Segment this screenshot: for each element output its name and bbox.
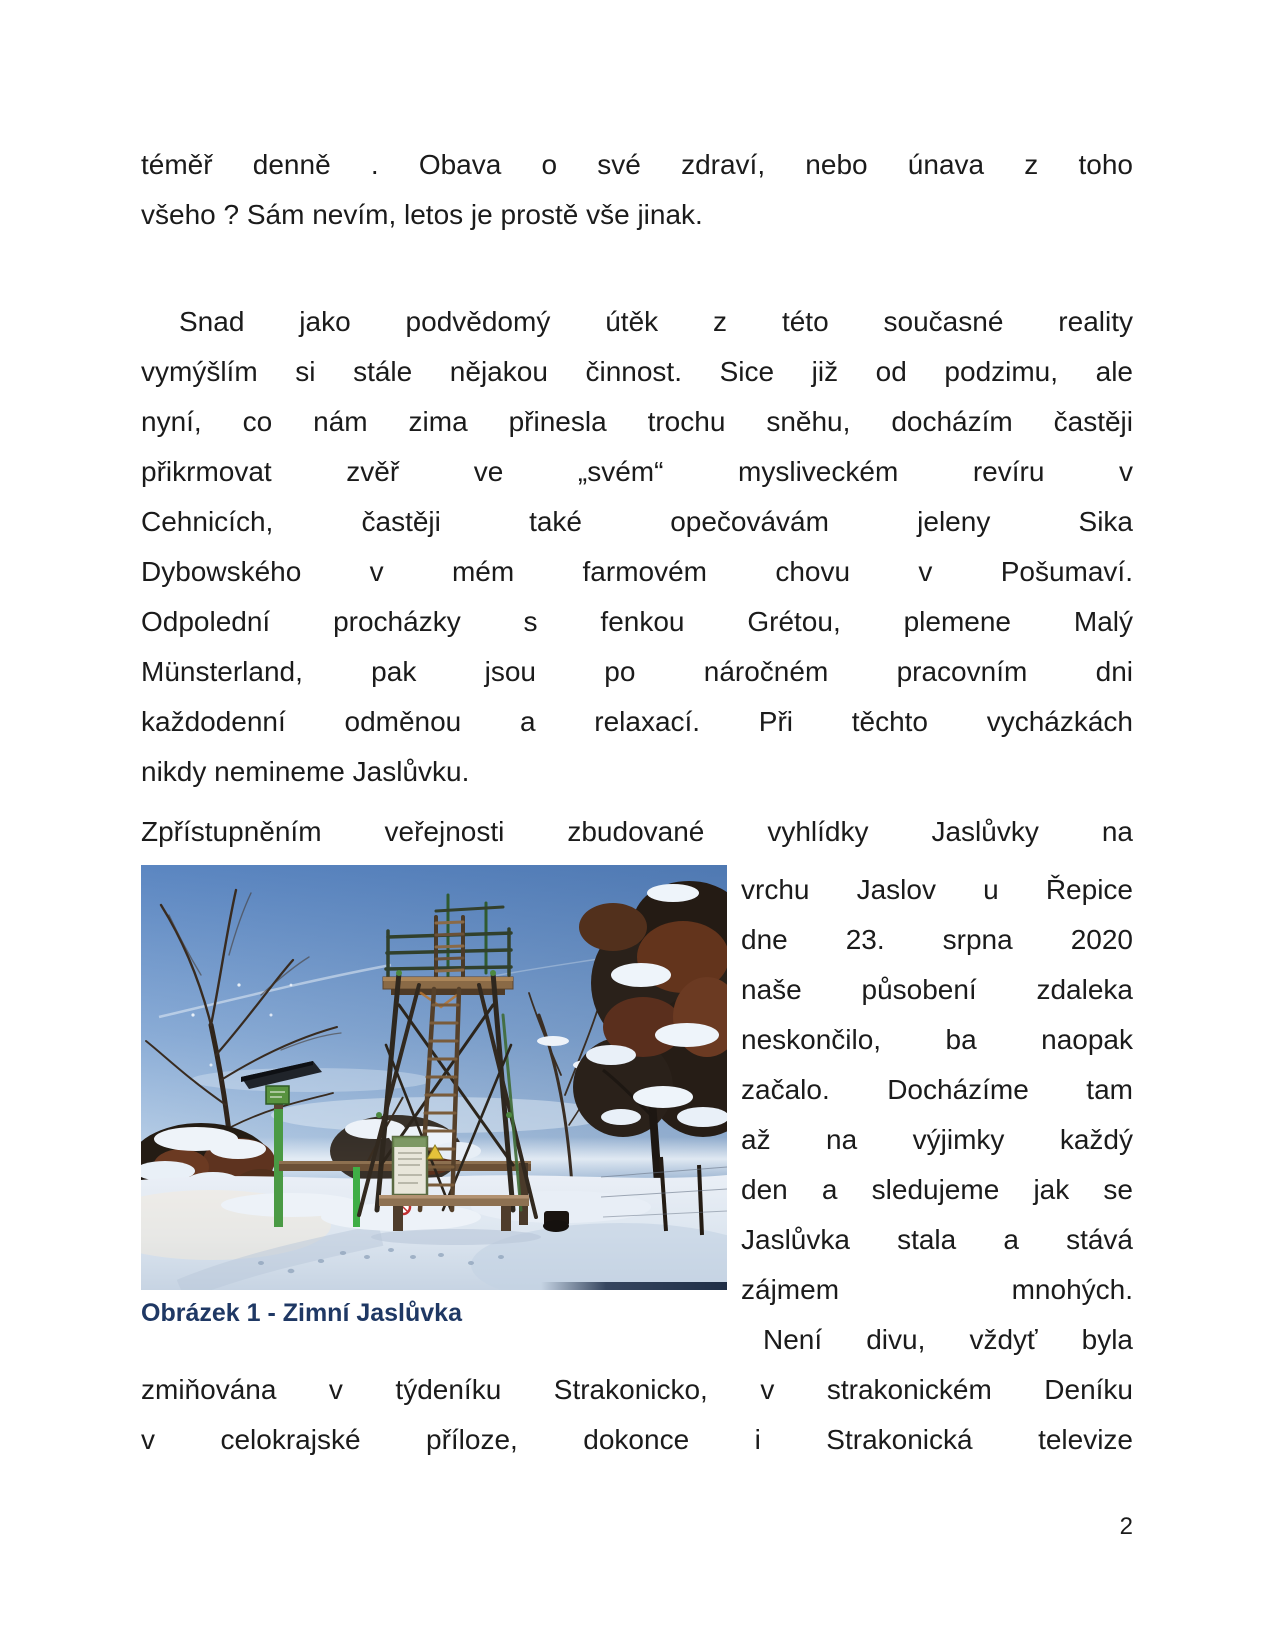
paragraph-1 <box>141 140 1133 240</box>
text-line: vrchu Jaslov u Řepice <box>741 874 1133 905</box>
text-line: neskončilo, ba naopak <box>741 1024 1133 1055</box>
text-line: v celokrajské příloze, dokonce i Strakonická televize <box>141 1424 1133 1455</box>
photo-zimni-jasluvka <box>141 865 727 1290</box>
text-line: Zpřístupněním veřejnosti zbudované vyhlídky Jaslůvky na <box>141 816 1133 847</box>
figure-winter-jasluvka <box>141 865 727 1330</box>
paragraph-2 <box>141 297 1133 797</box>
photo-bucket <box>543 1211 569 1232</box>
photo-corner-shadow <box>541 1282 727 1290</box>
wrapped-text-column <box>727 865 1133 1365</box>
text-line: každodenní odměnou a relaxací. Při těchto vycházkách <box>141 706 1133 737</box>
text-line: přikrmovat zvěř ve „svém“ mysliveckém revíru v <box>141 456 1133 487</box>
text-line: Cehnicích, častěji také opečovávám jeleny Sika <box>141 506 1133 537</box>
text-line: Snad jako podvědomý útěk z této současné reality <box>179 306 1133 337</box>
text-line: zájmem mnohých. <box>741 1274 1133 1305</box>
paragraph-3-lead <box>141 807 1133 857</box>
text-line: Odpolední procházky s fenkou Grétou, plemene Malý <box>141 606 1133 637</box>
paragraph-4-tail <box>141 1365 1133 1465</box>
text-line: vymýšlím si stále nějakou činnost. Sice již od podzimu, ale <box>141 356 1133 387</box>
text-line: nikdy nemineme Jaslůvku. <box>141 756 470 787</box>
text-line: Není divu, vždyť byla <box>763 1324 1133 1355</box>
text-line: Dybowského v mém farmovém chovu v Pošumaví. <box>141 556 1133 587</box>
text-line: den a sledujeme jak se <box>741 1174 1133 1205</box>
figure-caption: Obrázek 1 - Zimní Jaslůvka <box>141 1299 462 1327</box>
text-line: téměř denně . Obava o své zdraví, nebo únava z toho <box>141 149 1133 180</box>
text-line: až na výjimky každý <box>741 1124 1133 1155</box>
figure-text-wrap-row <box>141 865 1133 1365</box>
text-line: dne 23. srpna 2020 <box>741 924 1133 955</box>
page-content <box>141 140 1133 1465</box>
text-line: Münsterland, pak jsou po náročném pracovním dni <box>141 656 1133 687</box>
page-number: 2 <box>1119 1513 1133 1540</box>
text-line: všeho ? Sám nevím, letos je prostě vše jinak. <box>141 199 703 230</box>
text-line: začalo. Docházíme tam <box>741 1074 1133 1105</box>
text-line: Jaslůvka stala a stává <box>741 1224 1133 1255</box>
text-line: naše působení zdaleka <box>741 974 1133 1005</box>
text-line: nyní, co nám zima přinesla trochu sněhu, docházím častěji <box>141 406 1133 437</box>
text-line: zmiňována v týdeníku Strakonicko, v strakonickém Deníku <box>141 1374 1133 1405</box>
